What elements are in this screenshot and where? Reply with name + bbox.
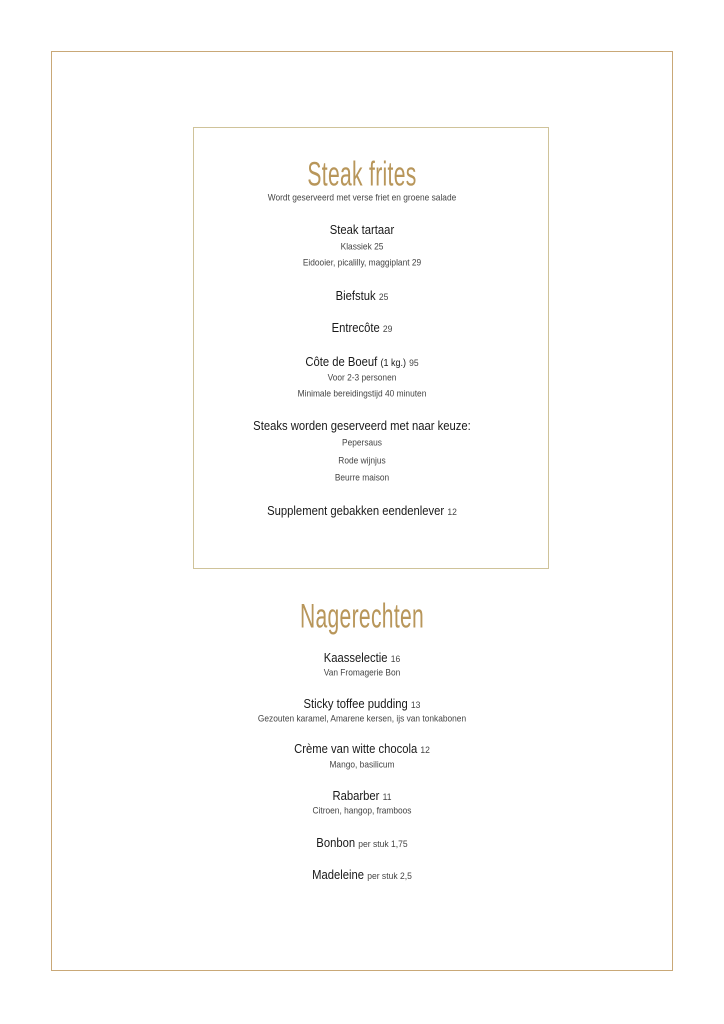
sauce-item: Pepersaus — [342, 437, 382, 449]
menu-item-name: Bonbon — [316, 836, 356, 850]
menu-item-name: Côte de Boeuf — [305, 355, 378, 369]
menu-item-price: 11 — [382, 792, 392, 803]
menu-item-price: 12 — [447, 507, 457, 518]
menu-item — [36, 289, 688, 303]
menu-item-desc: Eidooier, picalilly, maggiplant 29 — [302, 257, 422, 269]
menu-item-name: Entrecôte — [331, 321, 380, 335]
menu-item — [36, 504, 688, 518]
menu-item — [36, 355, 688, 369]
menu-item — [36, 321, 688, 335]
menu-item-desc: Klassiek 25 — [340, 241, 384, 253]
menu-item — [36, 789, 688, 803]
menu-item-name: Steak tartaar — [329, 223, 395, 237]
menu-item-name: Biefstuk — [335, 289, 376, 303]
steak-section-title: Steak frites — [307, 155, 417, 194]
menu-item-desc: Minimale bereidingstijd 40 minuten — [297, 388, 427, 400]
sauce-item: Rode wijnjus — [338, 455, 386, 467]
menu-item — [36, 651, 688, 665]
menu-item-price: per stuk 1,75 — [358, 839, 408, 850]
menu-item-desc: Voor 2-3 personen — [327, 372, 397, 384]
menu-item — [36, 836, 688, 850]
menu-item-desc: Gezouten karamel, Amarene kersen, ijs van tonkabonen — [257, 713, 467, 725]
sauce-item: Beurre maison — [334, 472, 390, 484]
menu-item-name: Kaasselectie — [323, 651, 388, 665]
menu-item-price: 25 — [378, 292, 389, 303]
menu-item-price: 12 — [420, 745, 430, 756]
menu-item-name: Crème van witte chocola — [294, 742, 418, 756]
menu-item-name: Supplement gebakken eendenlever — [267, 504, 445, 518]
menu-item — [36, 742, 688, 756]
menu-item-name: Rabarber — [332, 789, 380, 803]
steak-section-subtitle: Wordt geserveerd met verse friet en groene salade — [267, 192, 457, 204]
menu-item-desc: Van Fromagerie Bon — [323, 667, 401, 679]
menu-item-price: 13 — [410, 700, 421, 711]
menu-item — [36, 697, 688, 711]
menu-item-name: Sticky toffee pudding — [303, 697, 408, 711]
menu-item-price: 16 — [390, 654, 401, 665]
menu-item — [36, 868, 688, 882]
menu-item-name: Madeleine — [312, 868, 365, 882]
menu-item-price: per stuk 2,5 — [367, 871, 412, 882]
menu-item-desc: Citroen, hangop, framboos — [312, 805, 412, 817]
menu-item-price: 95 — [409, 358, 419, 369]
menu-item-weight: (1 kg.) — [380, 358, 406, 369]
desserts-section-title: Nagerechten — [299, 597, 425, 636]
menu-item-desc: Mango, basilicum — [329, 759, 395, 771]
sauces-heading: Steaks worden geserveerd met naar keuze: — [253, 419, 471, 433]
menu-item-price: 29 — [382, 324, 393, 335]
